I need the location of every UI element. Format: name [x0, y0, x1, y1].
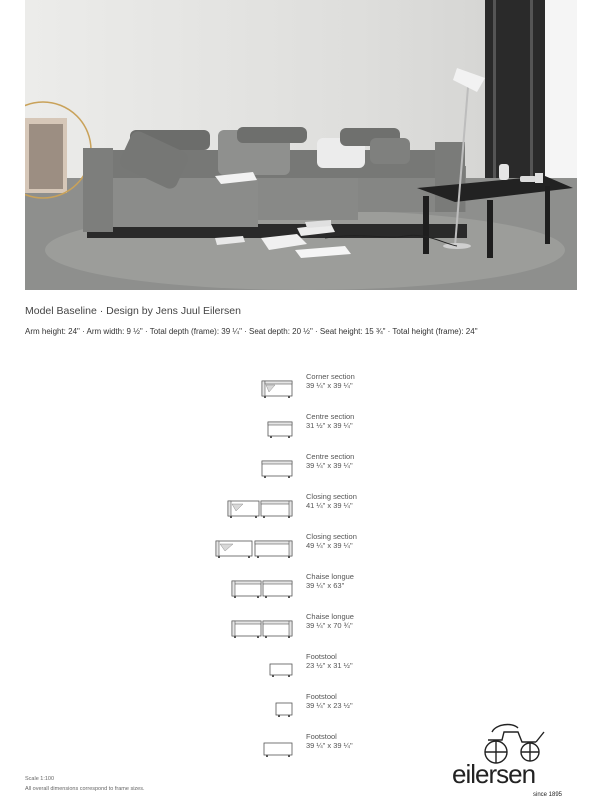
section-size: 39 ¼" x 39 ¼" — [306, 461, 353, 470]
section-label: Footstool — [306, 652, 337, 661]
centre-section-small-icon — [267, 416, 293, 438]
section-label: Centre section — [306, 412, 355, 421]
section-label: Footstool — [306, 732, 337, 741]
product-photo — [25, 0, 577, 290]
brand-wordmark: eilersen — [452, 759, 536, 789]
catalog-row — [0, 572, 600, 602]
catalog-row — [0, 652, 600, 682]
section-size: 23 ½" x 31 ½" — [306, 661, 353, 670]
closing-section-small-icon — [227, 496, 293, 518]
dimensions-line: Arm height: 24" · Arm width: 9 ½" · Total depth (frame): 39 ¼" · Seat depth: 20 ½" · Seat height: 15 ¾" · Total height (frame): 24" — [25, 327, 478, 336]
section-size: 39 ¼" x 63" — [306, 581, 345, 590]
section-size: 39 ¼" x 23 ½" — [306, 701, 353, 710]
catalog-row — [0, 372, 600, 402]
section-size: 39 ¼" x 39 ¼" — [306, 741, 353, 750]
chaise-longue-large-icon — [231, 616, 293, 638]
section-label: Chaise longue — [306, 612, 354, 621]
catalog-row — [0, 612, 600, 642]
footstool-small-icon — [269, 656, 293, 678]
sofa-photo-illustration — [25, 0, 577, 290]
section-label: Closing section — [306, 492, 357, 501]
section-label: Chaise longue — [306, 572, 354, 581]
model-title: Model Baseline · Design by Jens Juul Eilersen — [25, 305, 241, 317]
corner-section-icon — [261, 376, 293, 398]
scale-note: Scale 1:100 — [25, 776, 55, 782]
brand-since: since 1895 — [533, 792, 563, 798]
section-label: Closing section — [306, 532, 357, 541]
section-size: 39 ¼" x 39 ¼" — [306, 381, 353, 390]
footstool-medium-icon — [275, 696, 293, 718]
section-size: 41 ¼" x 39 ¼" — [306, 501, 353, 510]
footstool-large-icon — [263, 736, 293, 758]
catalog-row — [0, 452, 600, 482]
catalog-row — [0, 532, 600, 562]
section-label: Centre section — [306, 452, 355, 461]
catalog-row — [0, 412, 600, 442]
section-size: 39 ¼" x 70 ¾" — [306, 621, 353, 630]
section-size: 31 ½" x 39 ¼" — [306, 421, 353, 430]
closing-section-large-icon — [215, 536, 293, 558]
frame-size-note: All overall dimensions correspond to frame sizes. — [25, 786, 145, 792]
chaise-longue-small-icon — [231, 576, 293, 598]
catalog-row — [0, 492, 600, 522]
section-label: Footstool — [306, 692, 337, 701]
centre-section-large-icon — [261, 456, 293, 478]
section-label: Corner section — [306, 372, 355, 381]
section-size: 49 ¼" x 39 ¼" — [306, 541, 353, 550]
